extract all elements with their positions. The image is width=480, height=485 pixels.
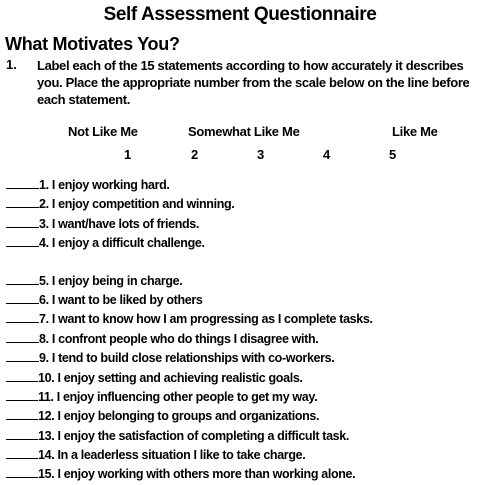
statement-item <box>6 195 476 214</box>
scale-label-somewhat-like-me: Somewhat Like Me <box>188 124 300 139</box>
answer-blank[interactable] <box>6 369 38 382</box>
scale-label-not-like-me: Not Like Me <box>68 124 138 139</box>
statement-list <box>6 176 476 485</box>
instruction-text: Label each of the 15 statements according to how accurately it describes you. Place the appropriate number from the scale below on the line before each statement. <box>37 58 470 107</box>
statement-item <box>6 465 476 484</box>
statement-text: 14. In a leaderless situation I like to take charge. <box>38 448 306 463</box>
statement-text: 3. I want/have lots of friends. <box>39 216 200 231</box>
answer-blank[interactable] <box>6 427 38 440</box>
scale-number-3: 3 <box>257 147 265 162</box>
statement-text: 12. I enjoy belonging to groups and organizations. <box>38 409 320 424</box>
scale-number-2: 2 <box>191 147 199 162</box>
scale-label-like-me: Like Me <box>392 124 438 139</box>
statement-item <box>6 407 476 426</box>
answer-blank[interactable] <box>6 330 39 343</box>
scale-number-4: 4 <box>323 147 331 162</box>
statement-item <box>6 272 476 291</box>
statement-text: 7. I want to know how I am progressing as I complete tasks. <box>39 312 373 327</box>
statement-text: 1. I enjoy working hard. <box>39 178 170 192</box>
statement-text: 10. I enjoy setting and achieving realistic goals. <box>38 370 303 385</box>
answer-blank[interactable] <box>6 176 39 189</box>
answer-blank[interactable] <box>6 388 38 401</box>
section-heading: What Motivates You? <box>5 34 180 54</box>
statement-text: 6. I want to be liked by others <box>39 292 203 307</box>
statement-item <box>6 215 476 234</box>
answer-blank[interactable] <box>6 349 39 362</box>
instruction-number: 1. <box>6 57 17 72</box>
statement-item <box>6 369 476 388</box>
statement-text: 4. I enjoy a difficult challenge. <box>39 236 205 251</box>
scale-number-1: 1 <box>124 147 132 162</box>
page-title: Self Assessment Questionnaire <box>103 4 377 25</box>
statement-text: 2. I enjoy competition and winning. <box>39 197 235 212</box>
answer-blank[interactable] <box>6 310 39 323</box>
answer-blank[interactable] <box>6 465 38 478</box>
statement-item <box>6 310 476 329</box>
statement-item <box>6 446 476 465</box>
answer-blank[interactable] <box>6 446 38 459</box>
answer-blank[interactable] <box>6 215 39 228</box>
statement-item <box>6 330 476 349</box>
statement-item <box>6 427 476 446</box>
statement-text: 9. I tend to build close relationships with co-workers. <box>39 351 335 366</box>
statement-text: 8. I confront people who do things I disagree with. <box>39 331 319 346</box>
statement-item <box>6 176 476 195</box>
statement-text: 13. I enjoy the satisfaction of completing a difficult task. <box>38 428 350 443</box>
statement-item <box>6 234 476 253</box>
statement-item <box>6 291 476 310</box>
group-spacer <box>6 254 476 272</box>
answer-blank[interactable] <box>6 234 39 247</box>
answer-blank[interactable] <box>6 291 39 304</box>
statement-text: 15. I enjoy working with others more than working alone. <box>38 467 356 482</box>
statement-text: 5. I enjoy being in charge. <box>39 273 183 288</box>
statement-item <box>6 388 476 407</box>
statement-text: 11. I enjoy influencing other people to get my way. <box>38 389 318 404</box>
answer-blank[interactable] <box>6 407 38 420</box>
answer-blank[interactable] <box>6 195 39 208</box>
answer-blank[interactable] <box>6 272 39 285</box>
scale-number-5: 5 <box>389 147 397 162</box>
statement-item <box>6 349 476 368</box>
